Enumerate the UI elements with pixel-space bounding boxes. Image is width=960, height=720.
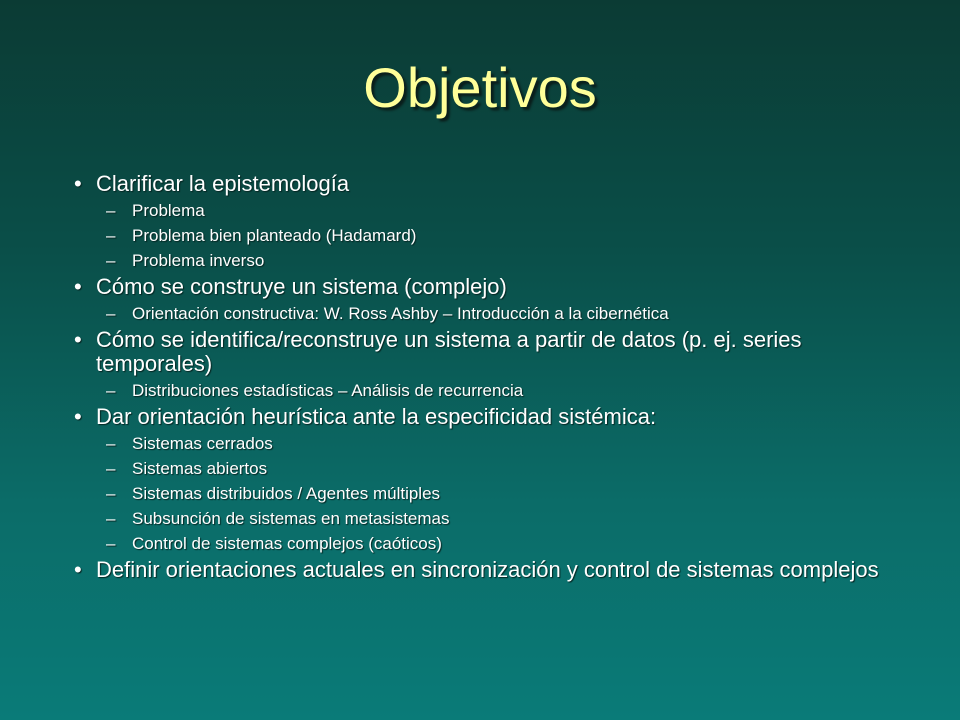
sub-item: – Sistemas abiertos	[72, 458, 892, 479]
sub-item: – Problema bien planteado (Hadamard)	[72, 225, 892, 246]
sub-item: – Sistemas cerrados	[72, 433, 892, 454]
bullet-item: • Clarificar la epistemología	[72, 172, 892, 196]
sub-item: – Problema inverso	[72, 250, 892, 271]
slide-content	[72, 168, 892, 582]
sub-item: – Control de sistemas complejos (caóticos)	[72, 533, 892, 554]
sub-item: – Problema	[72, 200, 892, 221]
bullet-item: • Cómo se identifica/reconstruye un sistema a partir de datos (p. ej. series temporales)	[72, 328, 892, 376]
sub-item: – Orientación constructiva: W. Ross Ashby – Introducción a la cibernética	[72, 303, 892, 324]
sub-item: – Sistemas distribuidos / Agentes múltiples	[72, 483, 892, 504]
bullet-item: • Dar orientación heurística ante la especificidad sistémica:	[72, 405, 892, 429]
slide-title: Objetivos	[363, 56, 597, 119]
sub-item: – Subsunción de sistemas en metasistemas	[72, 508, 892, 529]
sub-item: – Distribuciones estadísticas – Análisis de recurrencia	[72, 380, 892, 401]
bullet-item: • Cómo se construye un sistema (complejo)	[72, 275, 892, 299]
bullet-item: • Definir orientaciones actuales en sincronización y control de sistemas complejos	[72, 558, 892, 582]
